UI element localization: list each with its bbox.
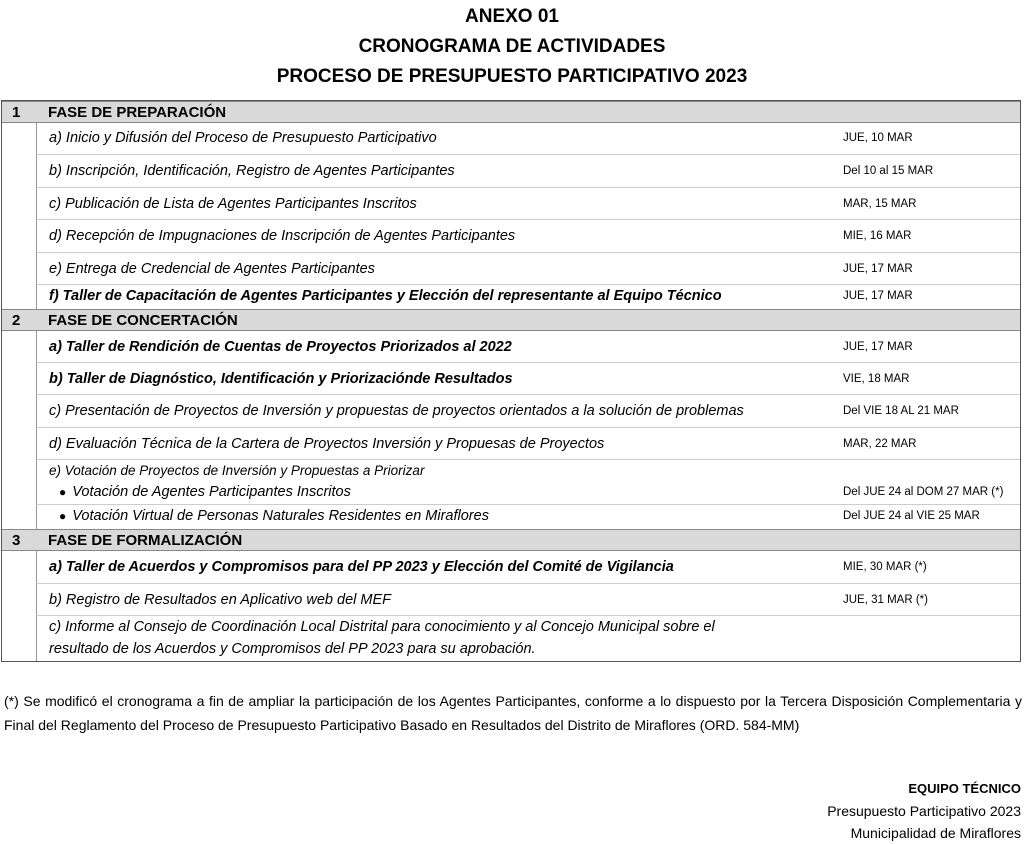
phase-number: 3 <box>12 532 21 549</box>
process-title: PROCESO DE PRESUPUESTO PARTICIPATIVO 2023 <box>276 66 748 87</box>
activity-label: a) Taller de Acuerdos y Compromisos para del PP 2023 y Elección del Comité de Vigilancia <box>49 559 674 575</box>
activity-label: d) Recepción de Impugnaciones de Inscripción de Agentes Participantes <box>49 228 516 244</box>
activity-row <box>36 584 1020 616</box>
activity-date: Del JUE 24 al VIE 25 MAR <box>843 510 980 522</box>
activity-label: f) Taller de Capacitación de Agentes Participantes y Elección del representante al Equipo Técnico <box>49 288 722 304</box>
activity-row <box>36 616 1020 661</box>
activity-label: d) Evaluación Técnica de la Cartera de Proyectos Inversión y Propuesas de Proyectos <box>49 436 605 452</box>
activity-row <box>36 123 1020 155</box>
activity-date: VIE, 18 MAR <box>843 373 910 385</box>
activity-label: c) Presentación de Proyectos de Inversión y propuestas de proyectos orientados a la solución de problemas <box>49 403 744 419</box>
activity-date: Del 10 al 15 MAR <box>843 165 934 177</box>
activity-date: JUE, 10 MAR <box>843 132 913 144</box>
activity-label: ● Votación de Agentes Participantes Inscritos <box>59 484 351 500</box>
phase-row <box>2 309 1020 331</box>
activity-label: e) Votación de Proyectos de Inversión y Propuestas a Priorizar <box>49 463 425 478</box>
phase-name: FASE DE CONCERTACIÓN <box>48 312 238 329</box>
activity-row <box>36 155 1020 188</box>
activity-date: MIE, 30 MAR (*) <box>843 561 927 573</box>
activity-date: JUE, 17 MAR <box>843 290 913 302</box>
activity-label: a) Taller de Rendición de Cuentas de Proyectos Priorizados al 2022 <box>49 339 512 355</box>
phase-number: 2 <box>12 312 21 329</box>
activity-label-continuation: resultado de los Acuerdos y Compromisos del PP 2023 para su aprobación. <box>49 641 536 657</box>
phase-row <box>2 529 1020 551</box>
activity-label: b) Registro de Resultados en Aplicativo web del MEF <box>49 592 391 608</box>
phase-name: FASE DE FORMALIZACIÓN <box>48 532 243 549</box>
activity-row <box>36 395 1020 428</box>
activity-label: ● Votación Virtual de Personas Naturales Residentes en Miraflores <box>59 508 489 524</box>
schedule-table <box>1 100 1021 662</box>
signature-line: Municipalidad de Miraflores <box>850 825 1021 841</box>
activity-row <box>36 331 1020 363</box>
phase-number: 1 <box>12 104 21 121</box>
activity-row <box>36 285 1020 309</box>
activity-row <box>36 188 1020 220</box>
activity-date: JUE, 17 MAR <box>843 263 913 275</box>
activity-row <box>36 253 1020 285</box>
activity-label: a) Inicio y Difusión del Proceso de Presupuesto Participativo <box>49 130 437 146</box>
footnote: (*) Se modificó el cronograma a fin de ampliar la participación de los Agentes Participantes, conforme a lo dispuesto por la Tercera Disposición Complementaria y Final del Reglamento del Proceso de Presupuesto Participativo Basado en Resultados del Distrito de Miraflores (ORD. 584-MM) <box>4 693 1022 733</box>
activity-row <box>36 428 1020 460</box>
activity-date: Del JUE 24 al DOM 27 MAR (*) <box>843 486 1004 498</box>
signature-team: EQUIPO TÉCNICO <box>908 781 1021 796</box>
activity-label: b) Inscripción, Identificación, Registro de Agentes Participantes <box>49 163 455 179</box>
activity-date: Del VIE 18 AL 21 MAR <box>843 405 959 417</box>
activity-row <box>36 482 1020 505</box>
signature-line: Presupuesto Participativo 2023 <box>827 803 1021 819</box>
phase-name: FASE DE PREPARACIÓN <box>48 104 227 121</box>
activity-row <box>36 505 1020 529</box>
activity-date: MIE, 16 MAR <box>843 230 912 242</box>
annex-title: ANEXO 01 <box>465 6 559 27</box>
activity-label: b) Taller de Diagnóstico, Identificación y Priorizaciónde Resultados <box>49 371 513 387</box>
activity-date: JUE, 31 MAR (*) <box>843 594 928 606</box>
document-header <box>0 2 1024 92</box>
activity-date: JUE, 17 MAR <box>843 341 913 353</box>
activity-row <box>36 460 1020 482</box>
activity-row <box>36 220 1020 253</box>
activity-date: MAR, 15 MAR <box>843 198 917 210</box>
schedule-title: CRONOGRAMA DE ACTIVIDADES <box>358 36 666 57</box>
activity-date: MAR, 22 MAR <box>843 438 917 450</box>
activity-row <box>36 363 1020 395</box>
activity-label: e) Entrega de Credencial de Agentes Participantes <box>49 261 375 277</box>
phase-row <box>2 101 1020 123</box>
activity-row <box>36 551 1020 584</box>
activity-label: c) Informe al Consejo de Coordinación Local Distrital para conocimiento y al Concejo Municipal sobre el <box>49 619 715 635</box>
activity-label: c) Publicación de Lista de Agentes Participantes Inscritos <box>49 196 417 212</box>
